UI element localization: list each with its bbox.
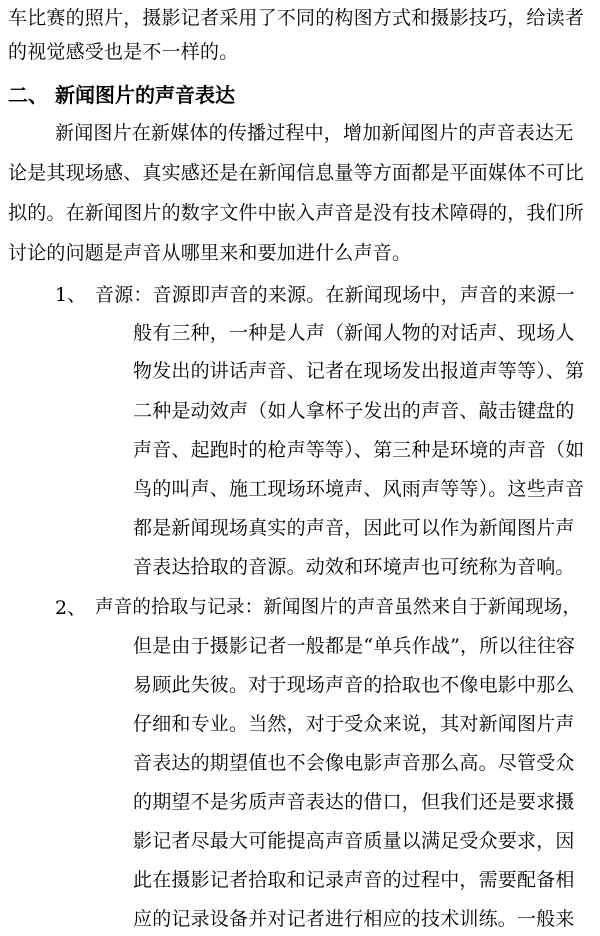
item1-line-4: 二种是动效声（如人拿杯子发出的声音、敲击键盘的 bbox=[133, 400, 575, 422]
item1-number: 1、 bbox=[55, 284, 87, 306]
intro-line-1: 车比赛的照片，摄影记者采用了不同的构图方式和摄影技巧，给读者 bbox=[8, 7, 585, 29]
item2-line-2: 但是由于摄影记者一般都是“单兵作战”，所以往往容 bbox=[133, 635, 576, 657]
item2-line-5: 音表达的期望值也不会像电影声音那么高。尽管受众 bbox=[133, 752, 575, 774]
para1-line-4: 讨论的问题是声音从哪里来和要加进什么声音。 bbox=[8, 242, 412, 264]
intro-line-2: 的视觉感受也是不一样的。 bbox=[8, 41, 239, 63]
item2-line-7: 影记者尽最大可能提高声音质量以满足受众要求，因 bbox=[133, 830, 575, 852]
item1-line-1: 音源：音源即声音的来源。在新闻现场中，声音的来源一 bbox=[95, 284, 576, 306]
item2-number: 2、 bbox=[55, 597, 87, 619]
item1-line-3: 物发出的讲话声音、记者在现场发出报道声等等）、第 bbox=[133, 360, 585, 382]
item1-line-6: 鸟的叫声、施工现场环境声、风雨声等等）。这些声音 bbox=[133, 478, 585, 500]
item1-line-5: 声音、起跑时的枪声等等）、第三种是环境的声音（如 bbox=[133, 439, 585, 461]
section-heading: 二、 新闻图片的声音表达 bbox=[8, 83, 235, 107]
item1-line-7: 都是新闻现场真实的声音，因此可以作为新闻图片声 bbox=[133, 517, 575, 539]
item2-line-1: 声音的拾取与记录：新闻图片的声音虽然来自于新闻现场， bbox=[95, 597, 582, 618]
para1-line-1: 新闻图片在新媒体的传播过程中，增加新闻图片的声音表达无 bbox=[55, 122, 574, 144]
item2-line-3: 易顾此失彼。对于现场声音的拾取也不像电影中那么 bbox=[133, 674, 575, 696]
item1-line-8: 音表达拾取的音源。动效和环境声也可统称为音响。 bbox=[133, 556, 575, 578]
item2-line-4: 仔细和专业。当然，对于受众来说，其对新闻图片声 bbox=[133, 713, 575, 735]
item2-line-8: 此在摄影记者拾取和记录声音的过程中，需要配备相 bbox=[133, 869, 575, 891]
para1-line-2: 论是其现场感、真实感还是在新闻信息量等方面都是平面媒体不可比 bbox=[8, 162, 585, 184]
item2-line-9: 应的记录设备并对记者进行相应的技术训练。一般来 bbox=[133, 908, 575, 930]
item2-line-6: 的期望不是劣质声音表达的借口，但我们还是要求摄 bbox=[133, 791, 575, 813]
para1-line-3: 拟的。在新闻图片的数字文件中嵌入声音是没有技术障碍的，我们所 bbox=[8, 202, 585, 224]
item1-line-2: 般有三种，一种是人声（新闻人物的对话声、现场人 bbox=[133, 322, 575, 344]
